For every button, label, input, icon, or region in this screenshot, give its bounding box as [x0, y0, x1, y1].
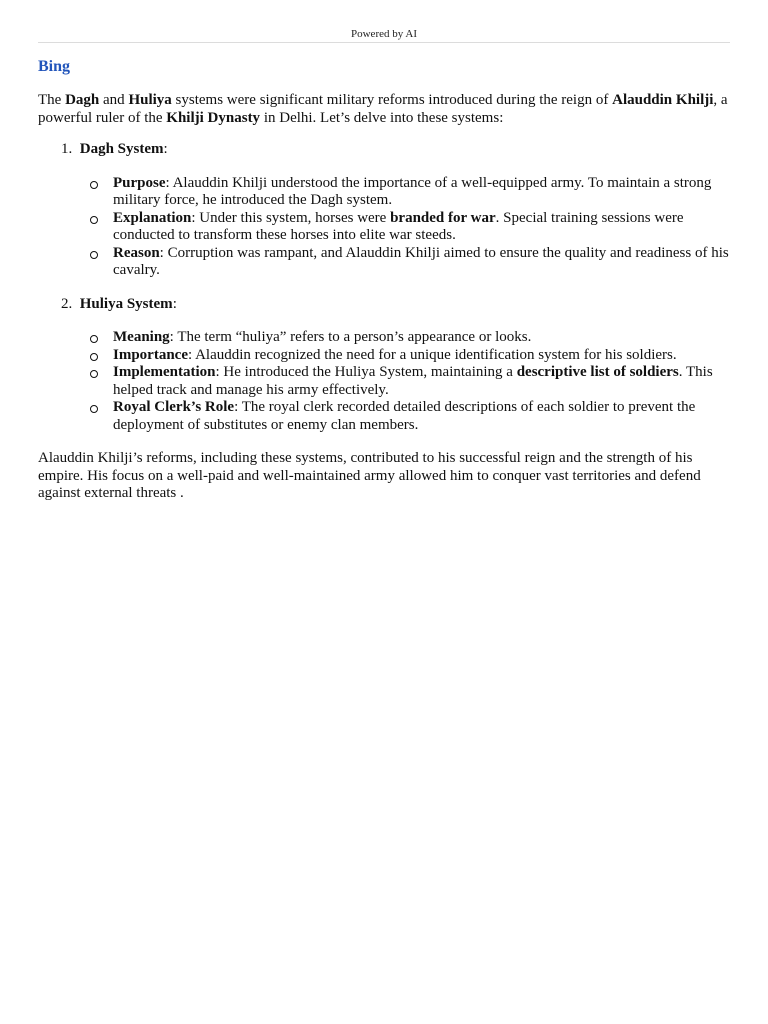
section-colon: :: [172, 295, 177, 312]
section-bullets: [61, 329, 732, 434]
item-emphasis: branded for war: [390, 209, 496, 226]
brand-title: Bing: [38, 58, 71, 75]
intro-text: The: [38, 92, 66, 108]
intro-text: in Delhi. Let’s delve into these systems:: [260, 109, 504, 126]
system-section: [61, 296, 732, 435]
section-title: Dagh System: [79, 141, 164, 157]
section-bullets: [61, 175, 732, 280]
list-item: [113, 245, 732, 280]
item-label: Implementation: [113, 364, 216, 380]
item-text: : Alauddin recognized the need for a unique identification system for his soldiers.: [188, 346, 677, 363]
list-item: [113, 347, 732, 365]
list-item: [113, 329, 732, 347]
section-colon: :: [163, 141, 168, 157]
item-label: Importance: [113, 346, 188, 363]
system-section: [61, 141, 732, 280]
item-label: Purpose: [113, 174, 166, 191]
intro-bold: Huliya: [128, 92, 172, 108]
list-item: [113, 399, 732, 434]
item-label: Reason: [113, 244, 160, 261]
section-number: 1.: [61, 141, 73, 157]
section-number: 2.: [61, 295, 73, 312]
intro-bold: Alauddin Khilji: [612, 92, 714, 108]
intro-text: and: [99, 92, 129, 108]
item-text: : The royal clerk recorded detailed descriptions of each soldier to prevent the deployment of substitutes or enemy clan members.: [113, 399, 696, 433]
item-label: Explanation: [113, 209, 192, 226]
header-divider: [38, 42, 730, 43]
list-item: [113, 210, 732, 245]
section-title: Huliya System: [79, 295, 173, 312]
answer-content: [38, 56, 732, 503]
item-label: Meaning: [113, 329, 170, 345]
item-text: : The term “huliya” refers to a person’s appearance or looks.: [169, 329, 532, 345]
intro-text: , a powerful ruler of the: [38, 92, 728, 126]
closing-paragraph: Alauddin Khilji’s reforms, including these systems, contributed to his successful reign and the strength of his empire. His focus on a well-paid and well-maintained army allowed him to conquer vast territories and defend against external threats .: [38, 450, 701, 501]
powered-by-label: Powered by AI: [351, 28, 417, 40]
item-emphasis: descriptive list of soldiers: [516, 364, 679, 380]
section-heading: [61, 296, 732, 314]
item-text: : Under this system, horses were: [191, 209, 391, 226]
list-item: [113, 175, 732, 210]
intro-text: systems were significant military reforms introduced during the reign of: [171, 92, 613, 108]
item-text: . Special training sessions were conducted to transform these horses into elite war steeds.: [113, 209, 684, 243]
item-text: : Alauddin Khilji understood the importance of a well-equipped army. To maintain a strong military force, he introduced the Dagh system.: [113, 174, 712, 208]
list-item: [113, 364, 732, 399]
intro-bold: Dagh: [65, 92, 100, 108]
item-label: Royal Clerk’s Role: [113, 399, 235, 415]
systems-list: [38, 141, 732, 434]
item-text: . This helped track and manage his army effectively.: [113, 364, 713, 398]
item-text: : Corruption was rampant, and Alauddin Khilji aimed to ensure the quality and readiness of his cavalry.: [113, 244, 729, 278]
intro-paragraph: [38, 92, 732, 127]
section-heading: [61, 141, 732, 159]
item-text: : He introduced the Huliya System, maintaining a: [215, 364, 517, 380]
intro-bold: Khilji Dynasty: [166, 109, 261, 126]
